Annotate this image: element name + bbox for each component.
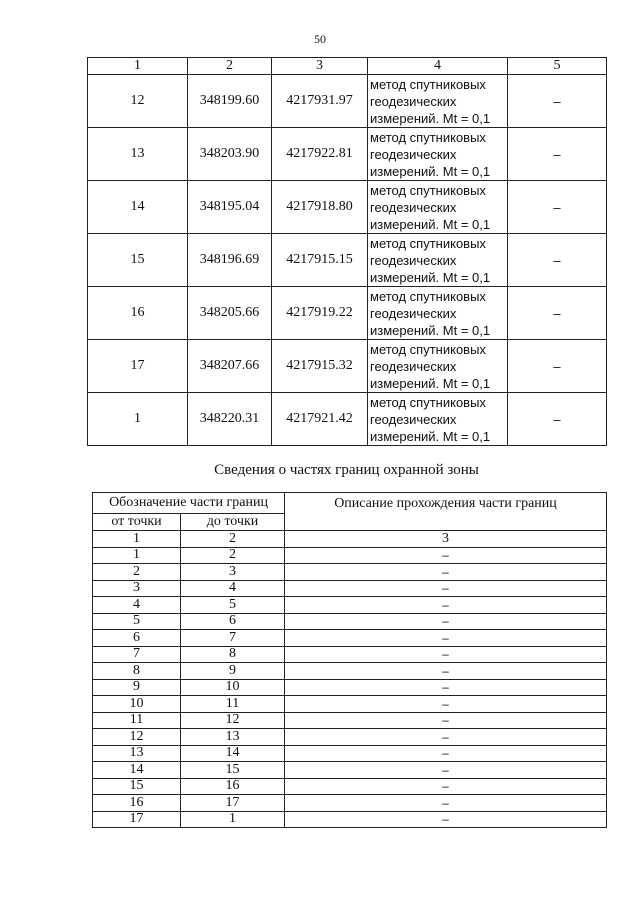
coordinates-table xyxy=(87,57,607,446)
coordinates-row xyxy=(88,234,607,287)
page-number: 50 xyxy=(314,32,326,46)
to-point-cell: 2 xyxy=(181,547,285,564)
coordinates-row xyxy=(88,128,607,181)
from-point-cell: 4 xyxy=(93,597,181,614)
from-point-cell: 13 xyxy=(93,745,181,762)
method-line: геодезических xyxy=(370,146,457,162)
coordinates-row xyxy=(88,340,607,393)
method-line: измерений. Mt = 0,1 xyxy=(370,269,491,285)
y-coordinate-cell: 4217919.22 xyxy=(272,287,368,340)
point-number-cell: 17 xyxy=(88,340,188,393)
method-line: метод спутниковых xyxy=(370,129,486,145)
x-coordinate-cell: 348203.90 xyxy=(188,128,272,181)
x-coordinate-cell: 348205.66 xyxy=(188,287,272,340)
x-coordinate-cell: 348220.31 xyxy=(188,393,272,446)
y-coordinate-cell: 4217931.97 xyxy=(272,75,368,128)
column-index-1: 1 xyxy=(88,58,188,75)
point-number-cell: 14 xyxy=(88,181,188,234)
description-cell: – xyxy=(285,597,607,614)
to-point-cell: 6 xyxy=(181,613,285,630)
method-line: геодезических xyxy=(370,358,457,374)
description-cell: – xyxy=(285,630,607,647)
boundary-part-designation-header: Обозначение части границ xyxy=(93,493,285,514)
to-point-cell: 3 xyxy=(181,564,285,581)
method-cell xyxy=(368,393,508,446)
note-cell: – xyxy=(508,340,607,393)
point-number-cell: 13 xyxy=(88,128,188,181)
coordinates-header-row xyxy=(88,58,607,75)
method-line: геодезических xyxy=(370,305,457,321)
method-cell xyxy=(368,234,508,287)
method-line: метод спутниковых xyxy=(370,235,486,251)
method-line: геодезических xyxy=(370,411,457,427)
boundary-part-row xyxy=(93,679,607,696)
boundary-part-row xyxy=(93,613,607,630)
description-cell: – xyxy=(285,564,607,581)
description-cell: – xyxy=(285,580,607,597)
boundary-part-row xyxy=(93,712,607,729)
from-point-cell: 12 xyxy=(93,729,181,746)
boundary-part-row xyxy=(93,630,607,647)
to-point-cell: 5 xyxy=(181,597,285,614)
boundary-part-row xyxy=(93,762,607,779)
from-point-cell: 11 xyxy=(93,712,181,729)
boundary-part-row xyxy=(93,646,607,663)
point-number-cell: 1 xyxy=(88,393,188,446)
point-number-cell: 16 xyxy=(88,287,188,340)
method-line: измерений. Mt = 0,1 xyxy=(370,163,491,179)
from-point-cell: 10 xyxy=(93,696,181,713)
x-coordinate-cell: 348199.60 xyxy=(188,75,272,128)
y-coordinate-cell: 4217921.42 xyxy=(272,393,368,446)
y-coordinate-cell: 4217915.15 xyxy=(272,234,368,287)
column-index-4: 4 xyxy=(368,58,508,75)
to-point-cell: 7 xyxy=(181,630,285,647)
boundary-part-row xyxy=(93,696,607,713)
coordinates-row xyxy=(88,181,607,234)
method-line: измерений. Mt = 0,1 xyxy=(370,322,491,338)
to-point-cell: 14 xyxy=(181,745,285,762)
to-point-cell: 4 xyxy=(181,580,285,597)
y-coordinate-cell: 4217915.32 xyxy=(272,340,368,393)
point-number-cell: 15 xyxy=(88,234,188,287)
coordinates-table-body xyxy=(88,75,607,446)
y-coordinate-cell: 4217918.80 xyxy=(272,181,368,234)
boundary-part-row xyxy=(93,580,607,597)
coordinates-row xyxy=(88,75,607,128)
from-point-cell: 5 xyxy=(93,613,181,630)
index-cell: 3 xyxy=(285,531,607,548)
method-line: метод спутниковых xyxy=(370,394,486,410)
description-cell: – xyxy=(285,663,607,680)
method-cell xyxy=(368,75,508,128)
to-point-cell: 1 xyxy=(181,811,285,828)
method-line: метод спутниковых xyxy=(370,76,486,92)
parts-index-row xyxy=(93,531,607,548)
method-cell xyxy=(368,128,508,181)
description-cell: – xyxy=(285,679,607,696)
to-point-cell: 9 xyxy=(181,663,285,680)
boundary-part-row xyxy=(93,778,607,795)
description-cell: – xyxy=(285,646,607,663)
method-line: измерений. Mt = 0,1 xyxy=(370,375,491,391)
from-point-cell: 14 xyxy=(93,762,181,779)
method-line: метод спутниковых xyxy=(370,182,486,198)
x-coordinate-cell: 348195.04 xyxy=(188,181,272,234)
to-point-cell: 16 xyxy=(181,778,285,795)
column-index-5: 5 xyxy=(508,58,607,75)
from-point-cell: 17 xyxy=(93,811,181,828)
column-index-3: 3 xyxy=(272,58,368,75)
column-index-2: 2 xyxy=(188,58,272,75)
note-cell: – xyxy=(508,234,607,287)
to-point-header: до точки xyxy=(181,514,285,531)
boundary-parts-table xyxy=(92,492,607,828)
from-point-cell: 8 xyxy=(93,663,181,680)
boundary-part-row xyxy=(93,597,607,614)
method-line: геодезических xyxy=(370,199,457,215)
note-cell: – xyxy=(508,181,607,234)
from-point-cell: 16 xyxy=(93,795,181,812)
boundary-part-description-header: Описание прохождения части границ xyxy=(285,493,607,531)
from-point-cell: 2 xyxy=(93,564,181,581)
description-cell: – xyxy=(285,613,607,630)
boundary-part-row xyxy=(93,564,607,581)
coordinates-row xyxy=(88,393,607,446)
method-line: измерений. Mt = 0,1 xyxy=(370,216,491,232)
method-line: метод спутниковых xyxy=(370,288,486,304)
point-number-cell: 12 xyxy=(88,75,188,128)
to-point-cell: 15 xyxy=(181,762,285,779)
parts-header-row xyxy=(93,493,607,514)
note-cell: – xyxy=(508,128,607,181)
description-cell: – xyxy=(285,712,607,729)
y-coordinate-cell: 4217922.81 xyxy=(272,128,368,181)
method-cell xyxy=(368,287,508,340)
boundary-part-row xyxy=(93,811,607,828)
boundary-part-row xyxy=(93,745,607,762)
to-point-cell: 12 xyxy=(181,712,285,729)
from-point-cell: 6 xyxy=(93,630,181,647)
method-line: измерений. Mt = 0,1 xyxy=(370,110,491,126)
from-point-cell: 3 xyxy=(93,580,181,597)
boundary-part-row xyxy=(93,795,607,812)
method-line: измерений. Mt = 0,1 xyxy=(370,428,491,444)
from-point-cell: 15 xyxy=(93,778,181,795)
boundary-part-row xyxy=(93,729,607,746)
from-point-cell: 9 xyxy=(93,679,181,696)
note-cell: – xyxy=(508,75,607,128)
section-title: Сведения о частях границ охранной зоны xyxy=(214,462,479,478)
from-point-header: от точки xyxy=(93,514,181,531)
to-point-cell: 13 xyxy=(181,729,285,746)
x-coordinate-cell: 348207.66 xyxy=(188,340,272,393)
description-cell: – xyxy=(285,547,607,564)
to-point-cell: 10 xyxy=(181,679,285,696)
description-cell: – xyxy=(285,745,607,762)
from-point-cell: 1 xyxy=(93,547,181,564)
index-cell: 2 xyxy=(181,531,285,548)
note-cell: – xyxy=(508,287,607,340)
boundary-parts-table-body xyxy=(93,531,607,828)
description-cell: – xyxy=(285,729,607,746)
boundary-part-row xyxy=(93,663,607,680)
description-cell: – xyxy=(285,778,607,795)
method-cell xyxy=(368,181,508,234)
description-cell: – xyxy=(285,762,607,779)
method-line: геодезических xyxy=(370,252,457,268)
from-point-cell: 7 xyxy=(93,646,181,663)
description-cell: – xyxy=(285,811,607,828)
method-line: геодезических xyxy=(370,93,457,109)
index-cell: 1 xyxy=(93,531,181,548)
to-point-cell: 11 xyxy=(181,696,285,713)
boundary-part-row xyxy=(93,547,607,564)
coordinates-row xyxy=(88,287,607,340)
description-cell: – xyxy=(285,696,607,713)
to-point-cell: 8 xyxy=(181,646,285,663)
x-coordinate-cell: 348196.69 xyxy=(188,234,272,287)
description-cell: – xyxy=(285,795,607,812)
to-point-cell: 17 xyxy=(181,795,285,812)
method-cell xyxy=(368,340,508,393)
note-cell: – xyxy=(508,393,607,446)
method-line: метод спутниковых xyxy=(370,341,486,357)
